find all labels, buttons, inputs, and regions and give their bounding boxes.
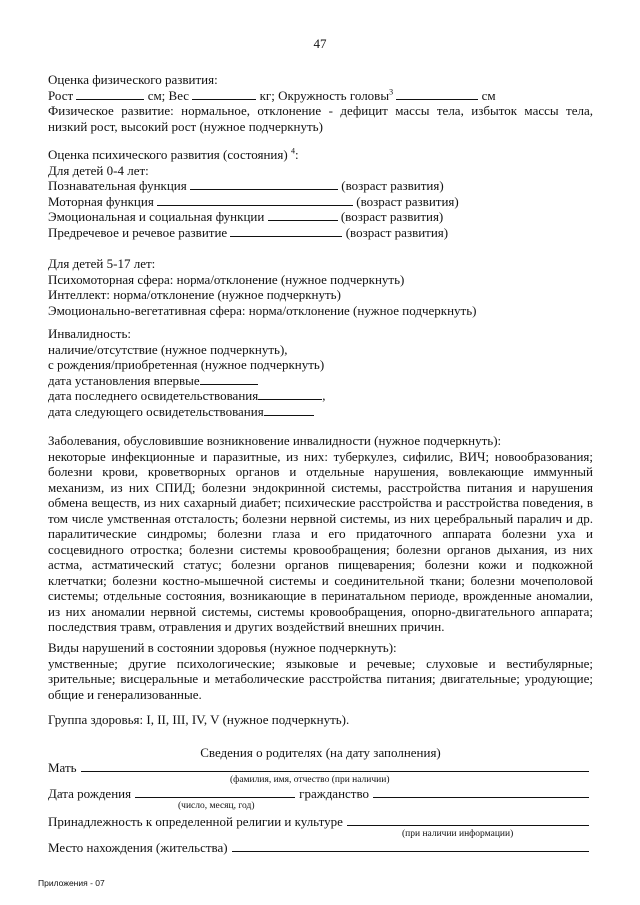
first-date-label: дата установления впервые: [48, 372, 200, 388]
birth-label: Дата рождения: [48, 786, 132, 801]
health-group-section: [48, 712, 593, 728]
health-group: Группа здоровья: I, II, III, IV, V (нужное подчеркнуть).: [48, 712, 350, 727]
mother-row-wrap: [48, 760, 593, 776]
religion-row-wrap: [48, 814, 593, 830]
citizenship-label: гражданство: [299, 786, 370, 801]
emotional-field[interactable]: [268, 209, 338, 221]
birth-caption: (число, месяц, год): [178, 801, 255, 811]
parents-title-wrap: [48, 745, 593, 761]
residence-label: Место нахождения (жительства): [48, 840, 228, 855]
function-suffix: (возраст развития): [345, 224, 449, 240]
religion-label: Принадлежность к определенной религии и культуре: [48, 814, 343, 829]
birth-date-field[interactable]: [135, 786, 295, 798]
age-5-17-section: [48, 256, 593, 318]
first-date-field[interactable]: [200, 373, 258, 385]
function-label: Моторная функция: [48, 193, 154, 209]
function-label: Предречевое и речевое развитие: [48, 224, 228, 240]
motor-field[interactable]: [157, 194, 353, 206]
last-exam-field[interactable]: [258, 388, 322, 400]
disability-line: [48, 388, 593, 404]
disability-section: [48, 326, 593, 419]
next-exam-field[interactable]: [264, 404, 314, 416]
head-circumference-field[interactable]: [396, 88, 478, 100]
age-5-17-label: Для детей 5-17 лет:: [48, 256, 156, 271]
residence-row-wrap: [48, 840, 593, 856]
function-row: [48, 194, 593, 210]
mental-section: [48, 147, 593, 240]
function-suffix: (возраст развития): [341, 178, 444, 193]
disability-line: [48, 373, 593, 389]
disability-title: Инвалидность:: [48, 326, 132, 341]
mother-name-field[interactable]: [81, 760, 589, 772]
parents-title: Сведения о родителях (на дату заполнения): [200, 745, 441, 760]
height-label: Рост: [48, 87, 74, 103]
footnote-4: 4: [290, 146, 295, 156]
violations-text: умственные; другие психологические; языковые и речевые; слуховые и вестибулярные; зрительные; висцеральные и метаболические расстройства питания; двигательные; уродующие; общие и генерализованные.: [48, 655, 593, 702]
mother-caption: (фамилия, имя, отчество (при наличии): [230, 775, 390, 785]
sphere-line: Эмоционально-вегетативная сфера: норма/отклонение (нужное подчеркнуть): [48, 302, 477, 318]
violations-title: Виды нарушений в состоянии здоровья (нужное подчеркнуть):: [48, 640, 397, 655]
page-number: 47: [313, 36, 327, 51]
last-exam-label: дата последнего освидетельствования: [48, 388, 259, 403]
weight-unit: кг; Окружность головы: [259, 87, 390, 103]
mental-title: Оценка психического развития (состояния): [48, 147, 288, 162]
residence-row: [48, 840, 593, 856]
next-exam-label: дата следующего освидетельствования: [48, 403, 264, 419]
function-row: [48, 225, 593, 241]
footnote-3: 3: [389, 87, 394, 97]
religion-caption: (при наличии информации): [402, 829, 514, 839]
sphere-line: Интеллект: норма/отклонение (нужное подчеркнуть): [48, 287, 341, 302]
function-suffix: (возраст развития): [356, 193, 459, 209]
cognitive-field[interactable]: [190, 178, 338, 190]
diseases-text: некоторые инфекционные и паразитные, из них: туберкулез, сифилис, ВИЧ; новообразования; болезни крови, кроветворных органов и отдельные нарушения, вовлекающие иммунный механизм, из них СПИД; болезни эндокринной системы, расстройства питания и нарушения обмена веществ, из них сахарный диабет; психические расстройства и расстройства поведения, в том числе умственная отсталость; болезни нервной системы, из них церебральный паралич и др. паралитические синдромы; болезни глаза и его придаточного аппарата болезни уха и сосцевидного отростка; болезни системы кровообращения; болезни органов дыхания, из них астма, астматический статус; болезни органов пищеварения; болезни кожи и подкожной клетчатки; болезни костно-мышечной системы и соединительной ткани; болезни мочеполовой системы; отдельные состояния, возникающие в перинатальном периоде, врожденные аномалии, из них аномалии нервной системы, системы кровообращения, опорно-двигательного аппарата; последствия травм, отравления и других воздействий внешних причин.: [48, 448, 593, 634]
residence-field[interactable]: [232, 840, 589, 852]
religion-field[interactable]: [347, 814, 589, 826]
mother-row: [48, 760, 593, 776]
physical-title: Оценка физического развития:: [48, 72, 218, 87]
mental-title-colon: :: [294, 147, 299, 162]
function-label: Познавательная функция: [48, 178, 187, 193]
diseases-title: Заболевания, обусловившие возникновение инвалидности (нужное подчеркнуть):: [48, 433, 502, 448]
citizenship-field[interactable]: [373, 786, 589, 798]
disability-line: [48, 404, 593, 420]
speech-field[interactable]: [230, 225, 342, 237]
disability-line: наличие/отсутствие (нужное подчеркнуть),: [48, 341, 288, 357]
violations-section: [48, 640, 593, 702]
birth-row-wrap: [48, 786, 593, 802]
measurements-row: [48, 88, 593, 104]
function-suffix: (возраст развития): [340, 209, 444, 224]
diseases-section: [48, 433, 593, 635]
comma: ,: [322, 388, 326, 403]
mental-title-row: [48, 147, 593, 163]
religion-row: [48, 814, 593, 830]
page-footer: Приложения - 07: [38, 878, 105, 888]
disability-line: с рождения/приобретенная (нужное подчеркнуть): [48, 357, 325, 372]
head-unit: см: [481, 87, 496, 103]
physical-development-text: Физическое развитие: нормальное, отклонение - дефицит массы тела, избыток массы тела, низкий рост, высокий рост (нужное подчеркнуть): [48, 103, 593, 134]
height-unit: см; Вес: [147, 87, 190, 103]
physical-section: [48, 72, 593, 134]
function-label: Эмоциональная и социальная функции: [48, 209, 265, 224]
age-0-4-label: Для детей 0-4 лет:: [48, 162, 149, 178]
height-field[interactable]: [76, 88, 144, 100]
function-row: [48, 209, 593, 225]
function-row: [48, 178, 593, 194]
mother-label: Мать: [48, 760, 77, 775]
birth-row: [48, 786, 593, 802]
weight-field[interactable]: [192, 88, 256, 100]
sphere-line: Психомоторная сфера: норма/отклонение (нужное подчеркнуть): [48, 271, 405, 287]
